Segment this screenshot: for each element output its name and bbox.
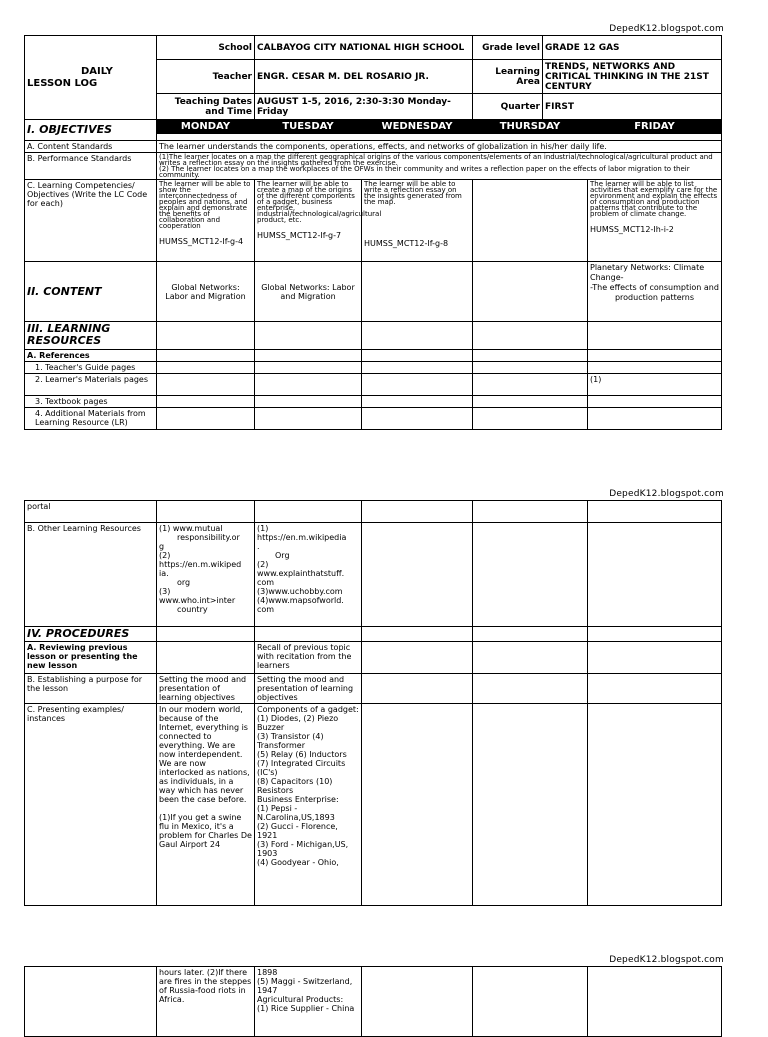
purpose-monday: Setting the mood and presentation of learning objectives — [157, 674, 255, 704]
content-friday: Planetary Networks: Climate Change- -The effects of consumption and production patterns — [588, 262, 722, 322]
teacher-value: ENGR. CESAR M. DEL ROSARIO JR. — [255, 60, 473, 94]
teachers-guide-label: 1. Teacher's Guide pages — [25, 362, 157, 374]
dates-label: Teaching Dates and Time — [157, 94, 255, 120]
content-standards-value: The learner understands the components, operations, effects, and networks of globalization in his/her daily life. — [157, 141, 722, 153]
competency-wednesday: The learner will be able to write a reflection essay on the insights generated from the map. HUMSS_MCT12-If-g-8 — [362, 180, 473, 262]
day-friday: FRIDAY — [588, 120, 722, 134]
portal-label: portal — [25, 501, 157, 523]
presenting-monday: In our modern world, because of the Internet, everything is connected to everything. We are now interdependent. We are now interlocked as nations, as individuals, in a way which has never been the case before. (1)If you get a swine flu in Mexico, it's a problem for Charles De Gaul Airport 24 — [157, 704, 255, 906]
competency-friday: The learner will be able to list activities that exemplify care for the environment and explain the effects of consumption and production patterns that contribute to the problem of climate change. HUMSS_MCT12-Ih-i-2 — [588, 180, 722, 262]
watermark: DepedK12.blogspot.com — [609, 489, 724, 499]
resources-heading: III. LEARNING RESOURCES — [25, 322, 157, 350]
content-thursday — [473, 262, 588, 322]
area-value: TRENDS, NETWORKS AND CRITICAL THINKING IN THE 21ST CENTURY — [543, 60, 722, 94]
day-wednesday: WEDNESDAY — [362, 120, 473, 134]
learners-materials-label: 2. Learner's Materials pages — [25, 374, 157, 396]
lesson-log-table-1 — [24, 35, 722, 430]
procedures-heading: IV. PROCEDURES — [25, 627, 157, 642]
content-standards-label: A. Content Standards — [25, 141, 157, 153]
learners-materials-friday: (1) — [588, 374, 722, 396]
teacher-label: Teacher — [157, 60, 255, 94]
presenting-tuesday: Components of a gadget: (1) Diodes, (2) Piezo Buzzer (3) Transistor (4) Transformer (5) Relay (6) Inductors (7) Integrated Circuits (IC's) (8) Capacitors (10) Resistors Business Enterprise: (1) Pepsi - N.Carolina,US,1893 (2) Gucci - Florence, 1921 (3) Ford - Michigan,US, 1903 (4) Goodyear - Ohio, — [255, 704, 362, 906]
presenting-label: C. Presenting examples/ instances — [25, 704, 157, 906]
reviewing-tuesday: Recall of previous topic with recitation from the learners — [255, 642, 362, 674]
daily-lesson-log-title: DAILY LESSON LOG — [25, 36, 157, 120]
day-monday: MONDAY — [157, 120, 255, 134]
objectives-heading: I. OBJECTIVES — [25, 120, 157, 141]
textbook-label: 3. Textbook pages — [25, 396, 157, 408]
reviewing-label: A. Reviewing previous lesson or presenting the new lesson — [25, 642, 157, 674]
watermark: DepedK12.blogspot.com — [609, 24, 724, 34]
additional-materials-label: 4. Additional Materials from Learning Resource (LR) — [25, 408, 157, 430]
content-monday: Global Networks: Labor and Migration — [157, 262, 255, 322]
grade-value: GRADE 12 GAS — [543, 36, 722, 60]
watermark: DepedK12.blogspot.com — [609, 955, 724, 965]
other-resources-tuesday: (1) https://en.m.wikipedia . Org (2) www.explainthatstuff. com (3)www.uchobby.com (4)www.mapsofworld. com — [255, 523, 362, 627]
other-resources-label: B. Other Learning Resources — [25, 523, 157, 627]
competency-tuesday: The learner will be able to create a map of the origins of the different components of a gadget, business enterprise, industrial/technological/agricultural product, etc. HUMSS_MCT12-If-g-7 — [255, 180, 362, 262]
content-tuesday: Global Networks: Labor and Migration — [255, 262, 362, 322]
school-label: School — [157, 36, 255, 60]
school-value: CALBAYOG CITY NATIONAL HIGH SCHOOL — [255, 36, 473, 60]
presenting-tuesday-continued: 1898 (5) Maggi - Switzerland, 1947 Agricultural Products: (1) Rice Supplier - China — [255, 967, 362, 1037]
lesson-log-table-3 — [24, 966, 722, 1037]
content-wednesday — [362, 262, 473, 322]
day-thursday: THURSDAY — [473, 120, 588, 134]
performance-standards-label: B. Performance Standards — [25, 153, 157, 180]
presenting-monday-continued: hours later. (2)If there are fires in the steppes of Russia-food riots in Africa. — [157, 967, 255, 1037]
grade-label: Grade level — [473, 36, 543, 60]
content-heading: II. CONTENT — [25, 262, 157, 322]
competency-thursday — [473, 180, 588, 262]
quarter-label: Quarter — [473, 94, 543, 120]
competency-monday: The learner will be able to show the interconnectedness of peoples and nations, and explain and demonstrate the benefits of collaboration and cooperation HUMSS_MCT12-If-g-4 — [157, 180, 255, 262]
performance-standards-value: (1)The learner locates on a map the different geographical origins of the various components/elements of an industrial/technological/agricultural product and writes a reflection essay on the insights gathered from the exercise. (2) The learner locates on a map the workplaces of the OFWs in their community and writes a reflection paper on the effects of labor migration to their community. — [157, 153, 722, 180]
area-label: Learning Area — [473, 60, 543, 94]
day-tuesday: TUESDAY — [255, 120, 362, 134]
purpose-tuesday: Setting the mood and presentation of learning objectives — [255, 674, 362, 704]
references-label: A. References — [25, 350, 157, 362]
lesson-log-table-2 — [24, 500, 722, 906]
purpose-label: B. Establishing a purpose for the lesson — [25, 674, 157, 704]
other-resources-monday: (1) www.mutual responsibility.or g (2) https://en.m.wikiped ia. org (3) www.who.int>inter country — [157, 523, 255, 627]
dates-value: AUGUST 1-5, 2016, 2:30-3:30 Monday-Friday — [255, 94, 473, 120]
quarter-value: FIRST — [543, 94, 722, 120]
competencies-label: C. Learning Competencies/ Objectives (Write the LC Code for each) — [25, 180, 157, 262]
